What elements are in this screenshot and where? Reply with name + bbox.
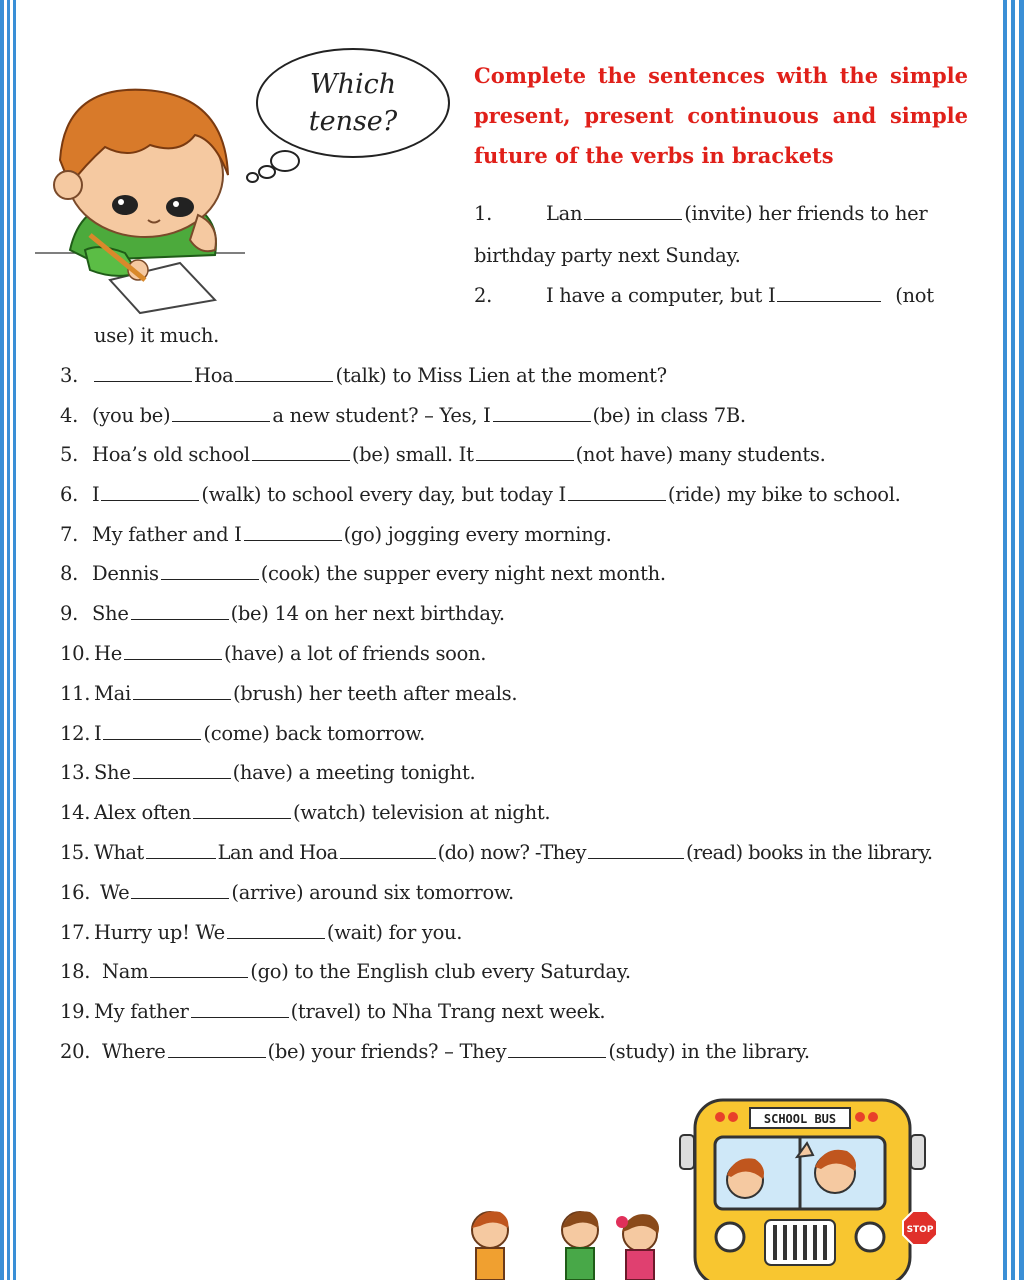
left-border (0, 0, 24, 1280)
item-number: 13. (60, 761, 91, 784)
exercise-item-17: 17. Hurry up! We (wait) for you. (60, 921, 463, 944)
exercise-item-16: 16. We (arrive) around six tomorrow. (60, 881, 514, 904)
answer-blank[interactable] (227, 923, 325, 939)
item-number: 19. (60, 1000, 91, 1023)
item-number: 8. (60, 562, 79, 585)
answer-blank[interactable] (168, 1042, 266, 1058)
item-number: 11. (60, 682, 91, 705)
exercise-item-5: 5. Hoa’s old school (be) small. It (not have) many students. (60, 443, 826, 466)
exercise-item-7: 7. My father and I (go) jogging every morning. (60, 523, 612, 546)
bubble-text-1: Which (309, 69, 397, 100)
item-number: 6. (60, 483, 79, 506)
answer-blank[interactable] (94, 366, 192, 382)
boy-illustration (30, 75, 260, 315)
item-number: 12. (60, 722, 91, 745)
bubble-dot-small (246, 172, 259, 183)
answer-blank[interactable] (340, 843, 436, 859)
right-border (968, 0, 1024, 1280)
exercise-item-14: 14. Alex often (watch) television at night. (60, 801, 551, 824)
exercise-item-18: 18. Nam (go) to the English club every Saturday. (60, 960, 631, 983)
exercise-item-1: 1. Lan (invite) her friends to her (474, 202, 928, 225)
answer-blank[interactable] (146, 843, 216, 859)
instructions-heading: Complete the sentences with the simple present, present continuous and simple future of the verbs in brackets (474, 63, 968, 168)
item-number: 16. (60, 881, 91, 904)
answer-blank[interactable] (161, 564, 259, 580)
answer-blank[interactable] (133, 684, 231, 700)
exercise-item-9: 9. She (be) 14 on her next birthday. (60, 602, 505, 625)
answer-blank[interactable] (133, 763, 231, 779)
exercise-item-11: 11. Mai (brush) her teeth after meals. (60, 682, 518, 705)
answer-blank[interactable] (584, 204, 682, 220)
exercise-item-12: 12. I (come) back tomorrow. (60, 722, 426, 745)
answer-blank[interactable] (131, 883, 229, 899)
exercise-item-13: 13. She (have) a meeting tonight. (60, 761, 476, 784)
item-number: 7. (60, 523, 79, 546)
answer-blank[interactable] (493, 406, 591, 422)
answer-blank[interactable] (476, 445, 574, 461)
children-illustration (440, 1200, 700, 1280)
answer-blank[interactable] (588, 843, 684, 859)
answer-blank[interactable] (131, 604, 229, 620)
answer-blank[interactable] (235, 366, 333, 382)
answer-blank[interactable] (508, 1042, 606, 1058)
school-bus-illustration (675, 1095, 955, 1280)
exercise-item-19: 19. My father (travel) to Nha Trang next week. (60, 1000, 606, 1023)
item-number: 17. (60, 921, 91, 944)
answer-blank[interactable] (252, 445, 350, 461)
item-number: 18. (60, 960, 91, 983)
answer-blank[interactable] (172, 406, 270, 422)
item-number: 4. (60, 404, 79, 427)
bubble-dot-medium (258, 165, 276, 179)
answer-blank[interactable] (568, 485, 666, 501)
answer-blank[interactable] (191, 1002, 289, 1018)
exercise-item-8: 8. Dennis (cook) the supper every night next month. (60, 562, 666, 585)
item-number: 20. (60, 1040, 91, 1063)
answer-blank[interactable] (124, 644, 222, 660)
item-number: 3. (60, 364, 79, 387)
exercise-item-20: 20. Where (be) your friends? – They (study) in the library. (60, 1040, 810, 1063)
item-number: 5. (60, 443, 79, 466)
exercise-item-4: 4. (you be) a new student? – Yes, I (be) in class 7B. (60, 404, 746, 427)
bubble-text-2: tense? (308, 106, 398, 137)
exercise-item-6: 6. I (walk) to school every day, but today I (ride) my bike to school. (60, 483, 901, 506)
item-number: 1. (474, 202, 493, 225)
answer-blank[interactable] (103, 724, 201, 740)
bus-sign: SCHOOL BUS (763, 1112, 837, 1126)
answer-blank[interactable] (101, 485, 199, 501)
item-number: 9. (60, 602, 79, 625)
exercise-item-1-cont: birthday party next Sunday. (474, 244, 741, 267)
answer-blank[interactable] (150, 962, 248, 978)
exercise-item-3: 3. Hoa (talk) to Miss Lien at the moment? (60, 364, 667, 387)
exercise-item-2-cont: use) it much. (94, 324, 220, 347)
exercise-item-2: 2. I have a computer, but I (not (474, 284, 934, 307)
thought-bubble (256, 48, 450, 158)
answer-blank[interactable] (193, 803, 291, 819)
answer-blank[interactable] (244, 525, 342, 541)
answer-blank[interactable] (777, 286, 881, 302)
item-number: 15. (60, 841, 90, 864)
item-number: 10. (60, 642, 91, 665)
exercise-item-10: 10. He (have) a lot of friends soon. (60, 642, 487, 665)
item-number: 14. (60, 801, 91, 824)
item-number: 2. (474, 284, 493, 307)
stop-sign: STOP (906, 1225, 934, 1235)
exercise-item-15: 15. What Lan and Hoa (do) now? -They (read) books in the library. (60, 841, 933, 864)
